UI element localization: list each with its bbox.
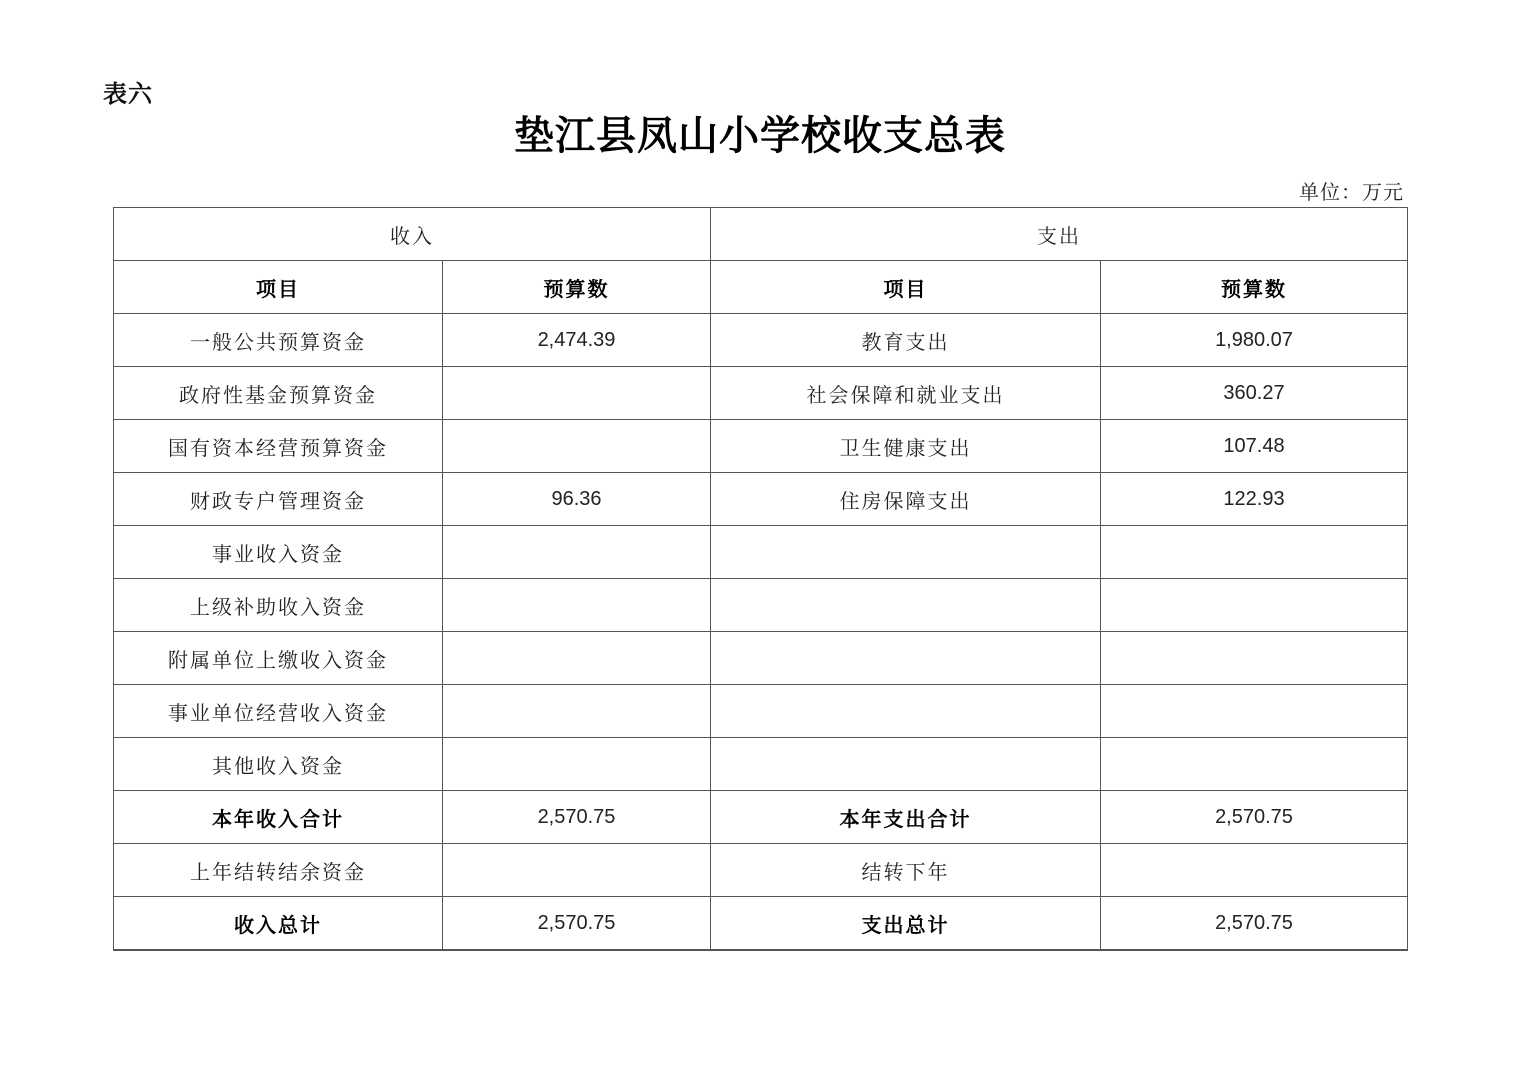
table-row	[114, 473, 1408, 526]
income-item-cell: 上年结转结余资金	[114, 844, 443, 897]
expenditure-amount-cell	[1101, 579, 1408, 632]
expenditure-amount-cell: 1,980.07	[1101, 314, 1408, 367]
table-row	[114, 420, 1408, 473]
income-amount-cell	[443, 367, 711, 420]
income-amount-cell	[443, 685, 711, 738]
expenditure-item-cell: 结转下年	[711, 844, 1101, 897]
table-row	[114, 314, 1408, 367]
table-number: 表六	[103, 80, 153, 108]
income-amount-cell	[443, 632, 711, 685]
income-item-header: 项目	[114, 261, 443, 314]
expenditure-amount-cell: 122.93	[1101, 473, 1408, 526]
income-item-cell: 附属单位上缴收入资金	[114, 632, 443, 685]
expenditure-amount-cell: 2,570.75	[1101, 897, 1408, 951]
table-row	[114, 897, 1408, 951]
expenditure-amount-header: 预算数	[1101, 261, 1408, 314]
expenditure-item-cell	[711, 579, 1101, 632]
expenditure-group-header: 支出	[711, 208, 1408, 261]
unit-label: 单位：万元	[1299, 180, 1404, 204]
income-item-cell: 上级补助收入资金	[114, 579, 443, 632]
income-item-cell: 政府性基金预算资金	[114, 367, 443, 420]
income-item-cell: 事业收入资金	[114, 526, 443, 579]
income-amount-cell: 2,474.39	[443, 314, 711, 367]
expenditure-amount-cell	[1101, 526, 1408, 579]
expenditure-item-cell: 住房保障支出	[711, 473, 1101, 526]
expenditure-amount-cell	[1101, 738, 1408, 791]
expenditure-amount-cell: 2,570.75	[1101, 791, 1408, 844]
expenditure-amount-cell	[1101, 685, 1408, 738]
table-row	[114, 791, 1408, 844]
expenditure-item-cell	[711, 526, 1101, 579]
budget-summary-table	[113, 207, 1408, 951]
column-header-row	[114, 261, 1408, 314]
group-header-row	[114, 208, 1408, 261]
expenditure-item-cell	[711, 738, 1101, 791]
income-item-cell: 财政专户管理资金	[114, 473, 443, 526]
expenditure-item-cell	[711, 632, 1101, 685]
income-amount-cell: 2,570.75	[443, 791, 711, 844]
income-item-cell: 国有资本经营预算资金	[114, 420, 443, 473]
income-amount-header: 预算数	[443, 261, 711, 314]
expenditure-item-cell: 社会保障和就业支出	[711, 367, 1101, 420]
table-row	[114, 685, 1408, 738]
income-amount-cell	[443, 420, 711, 473]
income-item-cell: 事业单位经营收入资金	[114, 685, 443, 738]
expenditure-item-header: 项目	[711, 261, 1101, 314]
expenditure-item-cell: 卫生健康支出	[711, 420, 1101, 473]
page-title: 垫江县凤山小学校收支总表	[514, 112, 1006, 159]
income-amount-cell	[443, 738, 711, 791]
income-item-cell: 收入总计	[114, 897, 443, 951]
income-amount-cell	[443, 844, 711, 897]
income-group-header: 收入	[114, 208, 711, 261]
expenditure-item-cell: 本年支出合计	[711, 791, 1101, 844]
income-item-cell: 本年收入合计	[114, 791, 443, 844]
table-row	[114, 844, 1408, 897]
expenditure-amount-cell: 107.48	[1101, 420, 1408, 473]
table-row	[114, 738, 1408, 791]
income-amount-cell: 96.36	[443, 473, 711, 526]
table-row	[114, 526, 1408, 579]
expenditure-item-cell: 支出总计	[711, 897, 1101, 951]
table-row	[114, 632, 1408, 685]
expenditure-item-cell	[711, 685, 1101, 738]
expenditure-amount-cell	[1101, 632, 1408, 685]
income-amount-cell	[443, 579, 711, 632]
income-item-cell: 一般公共预算资金	[114, 314, 443, 367]
expenditure-item-cell: 教育支出	[711, 314, 1101, 367]
expenditure-amount-cell: 360.27	[1101, 367, 1408, 420]
income-amount-cell: 2,570.75	[443, 897, 711, 951]
expenditure-amount-cell	[1101, 844, 1408, 897]
income-item-cell: 其他收入资金	[114, 738, 443, 791]
table-row	[114, 579, 1408, 632]
income-amount-cell	[443, 526, 711, 579]
table-row	[114, 367, 1408, 420]
